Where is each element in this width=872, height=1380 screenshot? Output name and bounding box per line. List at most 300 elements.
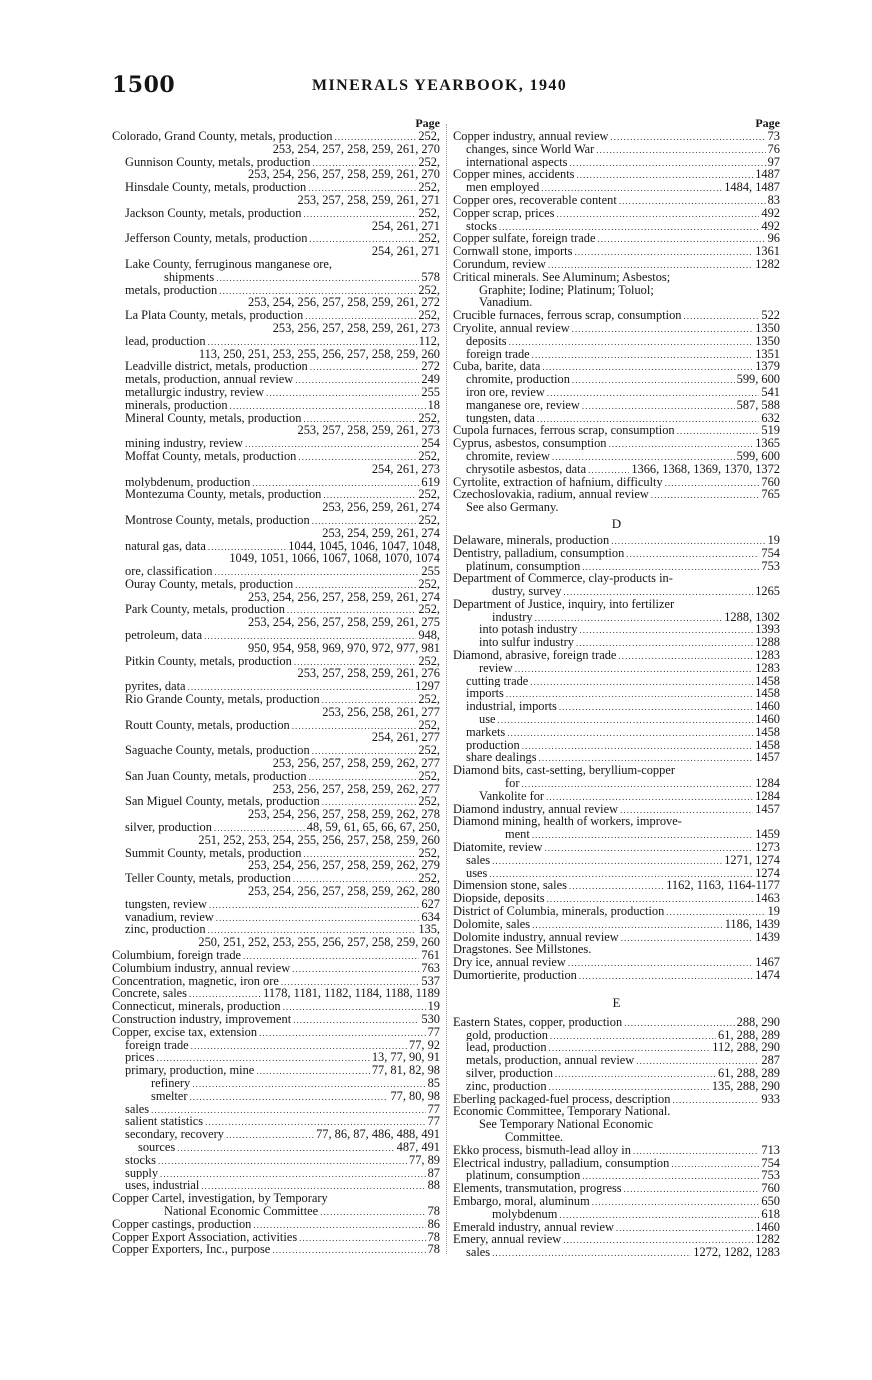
entry-pages: 61, 288, 289 [718, 1066, 780, 1080]
entry-term: deposits [466, 334, 507, 348]
dot-leader [544, 842, 753, 854]
entry-term: Pitkin County, metals, production [125, 654, 292, 668]
dot-leader [214, 566, 419, 578]
entry-pages: 1458 [755, 725, 780, 739]
index-entry [453, 1041, 780, 1054]
index-entry [453, 168, 780, 181]
entry-pages: 78 [427, 1204, 440, 1218]
index-entry [112, 1090, 440, 1103]
index-entry [112, 1026, 440, 1039]
entry-pages: 627 [421, 897, 440, 911]
index-entry [453, 1246, 780, 1259]
entry-term: Diamond, abrasive, foreign trade [453, 649, 617, 662]
index-entry [453, 424, 780, 437]
entry-term: stocks [125, 1153, 156, 1167]
entry-page-continuation: 250, 251, 252, 253, 255, 256, 257, 258, 259, 260 [198, 935, 440, 950]
dot-leader [259, 1027, 426, 1039]
entry-pages: 618 [761, 1207, 780, 1221]
entry-pages: 1463 [755, 892, 780, 906]
dot-leader [226, 1129, 314, 1141]
index-entry [112, 1218, 440, 1231]
dot-leader [549, 1042, 711, 1054]
dot-leader [283, 1001, 426, 1013]
entry-term: industrial, imports [466, 700, 557, 714]
entry-term: Copper mines, accidents [453, 168, 575, 182]
index-entry [112, 1141, 440, 1154]
entry-pages: 1458 [755, 674, 780, 688]
entry-pages: 1365 [755, 437, 780, 450]
entry-pages: 619 [421, 475, 440, 489]
entry-term: silver, production [466, 1066, 553, 1080]
entry-term: for [505, 777, 520, 790]
index-entry [453, 232, 780, 245]
entry-pages: 73 [767, 130, 780, 143]
index-entry [112, 1051, 440, 1064]
entry-pages: 1459 [755, 828, 780, 842]
entry-term: metals, production, annual review [125, 373, 294, 386]
entry-term: Cryolite, annual review [453, 321, 570, 335]
index-entry [453, 611, 780, 624]
index-entry [112, 1039, 440, 1052]
entry-text: Dragstones. See Millstones. [453, 943, 592, 957]
entry-pages: 78 [427, 1230, 440, 1244]
dot-leader [633, 1145, 759, 1157]
entry-term: dustry, survey [492, 585, 562, 598]
entry-term: Eberling packaged-fuel process, description [453, 1092, 671, 1106]
entry-term: Eastern States, copper, production [453, 1015, 623, 1029]
dot-leader [256, 1065, 370, 1077]
dot-leader [209, 899, 420, 911]
page-number: 1500 [112, 72, 176, 98]
entry-text: Critical minerals. See Aluminum; Asbestos; [453, 270, 671, 284]
index-entry [112, 1179, 440, 1192]
entry-term: tungsten, review [125, 897, 207, 911]
dot-leader [295, 374, 419, 386]
dot-leader [541, 182, 722, 194]
index-entry [453, 636, 780, 649]
dot-leader [252, 477, 419, 489]
dot-leader [299, 1232, 425, 1244]
dot-leader [671, 1158, 759, 1170]
entry-term: Dentistry, palladium, consumption [453, 546, 625, 560]
entry-term: primary, production, mine [125, 1064, 255, 1077]
index-entry [112, 693, 440, 706]
entry-pages: 252, [418, 769, 440, 783]
entry-term: foreign trade [466, 347, 530, 361]
dot-leader [597, 233, 765, 245]
entry-term: international aspects [466, 155, 568, 169]
entry-page-continuation: 253, 254, 256, 257, 258, 259, 262, 278 [247, 807, 440, 822]
index-entry [453, 220, 780, 233]
entry-text: Committee. [505, 1130, 564, 1144]
dot-leader [552, 451, 735, 463]
entry-term: sales [125, 1102, 150, 1116]
index-entry [112, 975, 440, 988]
entry-term: Concrete, sales [112, 987, 188, 1001]
entry-term: zinc, production [466, 1079, 547, 1093]
entry-term: Vankolite for [479, 789, 545, 803]
dot-leader [201, 1180, 425, 1192]
dot-leader [596, 144, 765, 156]
entry-pages: 492 [761, 219, 780, 233]
index-entry [453, 181, 780, 194]
index-entry [112, 821, 440, 834]
entry-pages: 77, 86, 87, 486, 488, 491 [316, 1128, 440, 1141]
entry-pages: 650 [761, 1194, 780, 1208]
entry-pages: 599, 600 [736, 449, 780, 463]
entry-pages: 1297 [415, 680, 440, 694]
entry-pages: 252, [418, 309, 440, 322]
entry-pages: 252, [418, 654, 440, 668]
running-title: MINERALS YEARBOOK, 1940 [312, 77, 568, 94]
entry-pages: 1186, 1439 [724, 917, 780, 931]
index-entry [453, 1144, 780, 1157]
index-entry [112, 437, 440, 450]
index-entry [453, 386, 780, 399]
dot-leader [616, 1222, 753, 1234]
dot-leader [611, 535, 765, 547]
entry-term: Electrical industry, palladium, consumption [453, 1156, 670, 1170]
dot-leader [582, 1170, 759, 1182]
entry-term: Copper Export Association, activities [112, 1230, 298, 1244]
entry-term: platinum, consumption [466, 1169, 581, 1183]
entry-term: lead, production [466, 1041, 547, 1055]
entry-pages: 1460 [755, 700, 780, 714]
index-entry [112, 1154, 440, 1167]
entry-term: molybdenum, production [125, 475, 251, 489]
entry-term: Diamond industry, annual review [453, 802, 619, 816]
entry-term: Moffat County, metals, production [125, 449, 297, 463]
entry-term: chrysotile asbestos, data [466, 462, 587, 476]
entry-pages: 1458 [755, 687, 780, 701]
entry-page-continuation: 254, 261, 277 [371, 730, 440, 745]
entry-text: Graphite; Iodine; Platinum; Toluol; [479, 283, 654, 297]
dot-leader [157, 1052, 370, 1064]
entry-term: share dealings [466, 751, 537, 765]
entry-term: changes, since World War [466, 142, 595, 156]
index-entry [112, 450, 440, 463]
entry-term: Copper industry, annual review [453, 130, 609, 143]
entry-term: silver, production [125, 821, 212, 834]
entry-pages: 492 [761, 206, 780, 220]
entry-pages: 1284 [755, 789, 780, 803]
entry-text: Diamond mining, health of workers, improve- [453, 815, 682, 829]
entry-text: See Temporary National Economic [479, 1118, 654, 1131]
dot-leader [636, 1055, 759, 1067]
entry-term: National Economic Committee [164, 1204, 319, 1218]
entry-term: vanadium, review [125, 910, 214, 924]
entry-term: tungsten, data [466, 411, 535, 425]
entry-pages: 1366, 1368, 1369, 1370, 1372 [631, 462, 780, 476]
entry-pages: 1350 [755, 321, 780, 335]
index-entry [112, 1077, 440, 1090]
dot-leader [216, 912, 420, 924]
index-entry [112, 271, 440, 284]
entry-page-continuation: 253, 256, 258, 261, 277 [322, 704, 440, 719]
entry-pages: 77, 89 [409, 1153, 440, 1167]
index-entry [112, 1064, 440, 1077]
dot-leader [535, 612, 723, 624]
entry-term: Rio Grande County, metals, production [125, 693, 320, 706]
entry-text: Diamond bits, cast-setting, beryllium-copper [453, 764, 675, 778]
dot-leader [620, 804, 753, 816]
entry-page-continuation: 251, 252, 253, 254, 255, 256, 257, 258, 259, 260 [198, 832, 440, 847]
entry-pages: 252, [418, 130, 440, 143]
index-entry [112, 399, 440, 412]
dot-leader [579, 624, 753, 636]
entry-term: Copper ores, recoverable content [453, 193, 617, 207]
dot-leader [507, 727, 753, 739]
entry-pages: 287 [761, 1054, 780, 1067]
entry-pages: 1350 [755, 334, 780, 348]
index-entry [112, 207, 440, 220]
index-entry [453, 547, 780, 560]
entry-term: review [479, 661, 513, 675]
entry-pages: 761 [421, 949, 440, 962]
index-entry [453, 360, 780, 373]
index-entry [112, 1013, 440, 1026]
entry-term: Leadville district, metals, production [125, 360, 308, 374]
section-letter: D [611, 515, 622, 531]
entry-text: Lake County, ferruginous manganese ore, [125, 257, 333, 271]
entry-page-continuation: 253, 254, 256, 257, 258, 259, 261, 272 [247, 295, 440, 310]
right-page-label: Page [755, 116, 780, 130]
index-entry [453, 309, 780, 322]
entry-pages: 252, [418, 872, 440, 886]
entry-term: Copper scrap, prices [453, 206, 555, 220]
index-entry [453, 918, 780, 931]
index-entry [112, 1115, 440, 1128]
dot-leader [509, 336, 754, 348]
dot-leader [621, 932, 753, 944]
entry-term: molybdenum [492, 1207, 558, 1221]
dot-leader [555, 1068, 716, 1080]
entry-term: Mineral County, metals, production [125, 411, 302, 425]
dot-leader [189, 988, 261, 1000]
entry-pages: 252, [418, 718, 440, 732]
entry-term: refinery [151, 1076, 191, 1090]
entry-pages: 112, 288, 290 [712, 1041, 780, 1055]
dot-leader [151, 1104, 426, 1116]
entry-pages: 753 [761, 1169, 780, 1183]
entry-term: Cyprus, asbestos, consumption [453, 437, 607, 450]
entry-pages: 1460 [755, 713, 780, 726]
entry-pages: 77, 81, 82, 98 [371, 1064, 440, 1077]
entry-pages: 599, 600 [736, 373, 780, 386]
index-entry [453, 560, 780, 573]
dot-leader [651, 489, 760, 501]
index-entry [112, 1231, 440, 1244]
index-entry [453, 892, 780, 905]
entry-pages: 86 [427, 1217, 440, 1231]
entry-pages: 754 [761, 546, 780, 560]
index-entry [453, 194, 780, 207]
dot-leader [557, 208, 760, 220]
index-entry [453, 956, 780, 969]
dot-leader [559, 1209, 759, 1221]
entry-term: Jackson County, metals, production [125, 206, 302, 220]
entry-pages: 1458 [755, 738, 780, 752]
entry-term: uses [466, 866, 488, 880]
entry-term: sales [466, 1246, 491, 1259]
entry-term: stocks [466, 219, 497, 233]
index-entry [453, 348, 780, 361]
entry-pages: 933 [761, 1092, 780, 1106]
section-letter: E [612, 994, 621, 1010]
entry-pages: 1162, 1163, 1164-1177 [666, 879, 780, 893]
dot-leader [522, 740, 754, 752]
entry-page-continuation: 253, 254, 256, 257, 258, 259, 261, 274 [247, 589, 440, 604]
entry-term: ment [505, 828, 530, 842]
entry-text: Vanadium. [479, 296, 533, 310]
entry-term: industry [492, 610, 533, 624]
entry-pages: 1272, 1282, 1283 [693, 1246, 780, 1259]
entry-pages: 530 [421, 1012, 440, 1026]
entry-term: lead, production [125, 334, 206, 348]
dot-leader [563, 1234, 753, 1246]
entry-term: supply [125, 1166, 159, 1180]
dot-leader [550, 1030, 716, 1042]
entry-page-continuation: 253, 256, 257, 258, 259, 262, 277 [272, 756, 440, 771]
left-entries [112, 130, 440, 1256]
entry-pages: 48, 59, 61, 65, 66, 67, 250, [306, 821, 440, 834]
entry-pages: 1361 [755, 245, 780, 258]
entry-pages: 1283 [755, 649, 780, 662]
entry-term: Concentration, magnetic, iron ore [112, 974, 279, 988]
entry-pages: 254 [421, 437, 440, 450]
entry-term: imports [466, 687, 504, 701]
dot-leader [588, 464, 629, 476]
entry-term: Ouray County, metals, production [125, 577, 294, 591]
entry-pages: 19 [767, 533, 780, 547]
entry-term: pyrites, data [125, 680, 186, 694]
index-entry [112, 770, 440, 783]
entry-term: chromite, review [466, 449, 550, 463]
dot-leader [489, 868, 753, 880]
dot-leader [547, 387, 760, 399]
dot-leader [569, 880, 664, 892]
entry-pages: 255 [421, 385, 440, 399]
entry-term: chromite, production [466, 373, 570, 386]
dot-leader [272, 1244, 425, 1256]
entry-term: Copper castings, production [112, 1217, 252, 1231]
entry-term: uses, industrial [125, 1179, 200, 1193]
index-entry [453, 623, 780, 636]
index-entry [453, 1169, 780, 1182]
entry-pages: 252, [418, 744, 440, 758]
entry-term: Crucible furnaces, ferrous scrap, consumption [453, 309, 682, 322]
index-entry [453, 476, 780, 489]
entry-page-continuation: 253, 257, 258, 259, 261, 273 [297, 423, 440, 438]
left-index-column [112, 116, 440, 1256]
index-entry [453, 245, 780, 258]
entry-page-continuation: 950, 954, 958, 969, 970, 972, 977, 981 [247, 640, 440, 655]
entry-pages: 760 [761, 475, 780, 489]
index-entry [453, 931, 780, 944]
dot-leader [532, 349, 754, 361]
entry-pages: 252, [418, 488, 440, 502]
index-entry [112, 1243, 440, 1256]
entry-pages: 252, [418, 411, 440, 425]
entry-pages: 1474 [755, 969, 780, 982]
entry-pages: 1282 [755, 1233, 780, 1247]
dot-leader [665, 477, 760, 489]
entry-pages: 1274 [755, 866, 780, 880]
entry-term: Copper sulfate, foreign trade [453, 232, 596, 246]
entry-page-continuation: 113, 250, 251, 253, 255, 256, 257, 258, 259, 260 [198, 346, 440, 361]
entry-pages: 77 [427, 1115, 440, 1129]
entry-pages: 1457 [755, 802, 780, 816]
entry-pages: 61, 288, 289 [718, 1028, 780, 1042]
index-entry [112, 629, 440, 642]
entry-pages: 1460 [755, 1220, 780, 1234]
entry-page-continuation: 253, 256, 257, 258, 259, 261, 273 [272, 320, 440, 335]
entry-pages: 252, [418, 513, 440, 527]
dot-leader [592, 1196, 760, 1208]
dot-leader [498, 714, 754, 726]
entry-term: platinum, consumption [466, 559, 581, 573]
dot-leader [312, 515, 417, 527]
entry-term: Dumortierite, production [453, 969, 577, 982]
index-entry [453, 905, 780, 918]
entry-pages: 754 [761, 1156, 780, 1170]
dot-leader [292, 963, 419, 975]
entry-term: Montezuma County, metals, production [125, 488, 322, 502]
entry-term: Copper Exporters, Inc., purpose [112, 1243, 271, 1257]
dot-leader [205, 1116, 425, 1128]
index-entry [453, 1029, 780, 1042]
entry-pages: 85 [427, 1076, 440, 1090]
dot-leader [549, 1081, 710, 1093]
entry-pages: 578 [421, 270, 440, 284]
entry-term: Ekko process, bismuth-lead alloy in [453, 1143, 631, 1157]
entry-term: shipments [164, 270, 215, 284]
entry-pages: 249 [421, 373, 440, 386]
entry-term: iron ore, review [466, 385, 545, 399]
dot-leader [618, 650, 753, 662]
index-entry [453, 879, 780, 892]
dot-leader [515, 663, 754, 675]
index-entry [112, 1167, 440, 1180]
index-entry [453, 322, 780, 335]
entry-term: markets [466, 725, 506, 739]
entry-pages: 1283 [755, 661, 780, 675]
dot-leader [192, 1078, 425, 1090]
dot-leader [572, 323, 754, 335]
index-entry [112, 962, 440, 975]
entry-term: foreign trade [125, 1038, 189, 1052]
index-entry [453, 156, 780, 169]
index-entry [112, 578, 440, 591]
index-entry [453, 207, 780, 220]
entry-pages: 765 [761, 488, 780, 502]
dot-leader [189, 1091, 388, 1103]
entry-term: petroleum, data [125, 629, 203, 642]
dot-leader [559, 701, 753, 713]
index-entry [112, 1000, 440, 1013]
entry-page-continuation: 253, 254, 256, 257, 258, 259, 262, 280 [247, 884, 440, 899]
entry-term: natural gas, data [125, 539, 206, 553]
entry-term: Czechoslovakia, radium, annual review [453, 488, 649, 502]
entry-term: Emerald industry, annual review [453, 1220, 614, 1234]
entry-pages: 19 [767, 905, 780, 918]
index-entry [112, 335, 440, 348]
dot-leader [532, 919, 723, 931]
entry-page-continuation: 253, 254, 259, 261, 274 [322, 525, 440, 540]
entry-term: Dolomite industry, annual review [453, 930, 619, 944]
index-entry [453, 335, 780, 348]
entry-page-continuation: 253, 254, 256, 257, 258, 259, 261, 275 [247, 615, 440, 630]
